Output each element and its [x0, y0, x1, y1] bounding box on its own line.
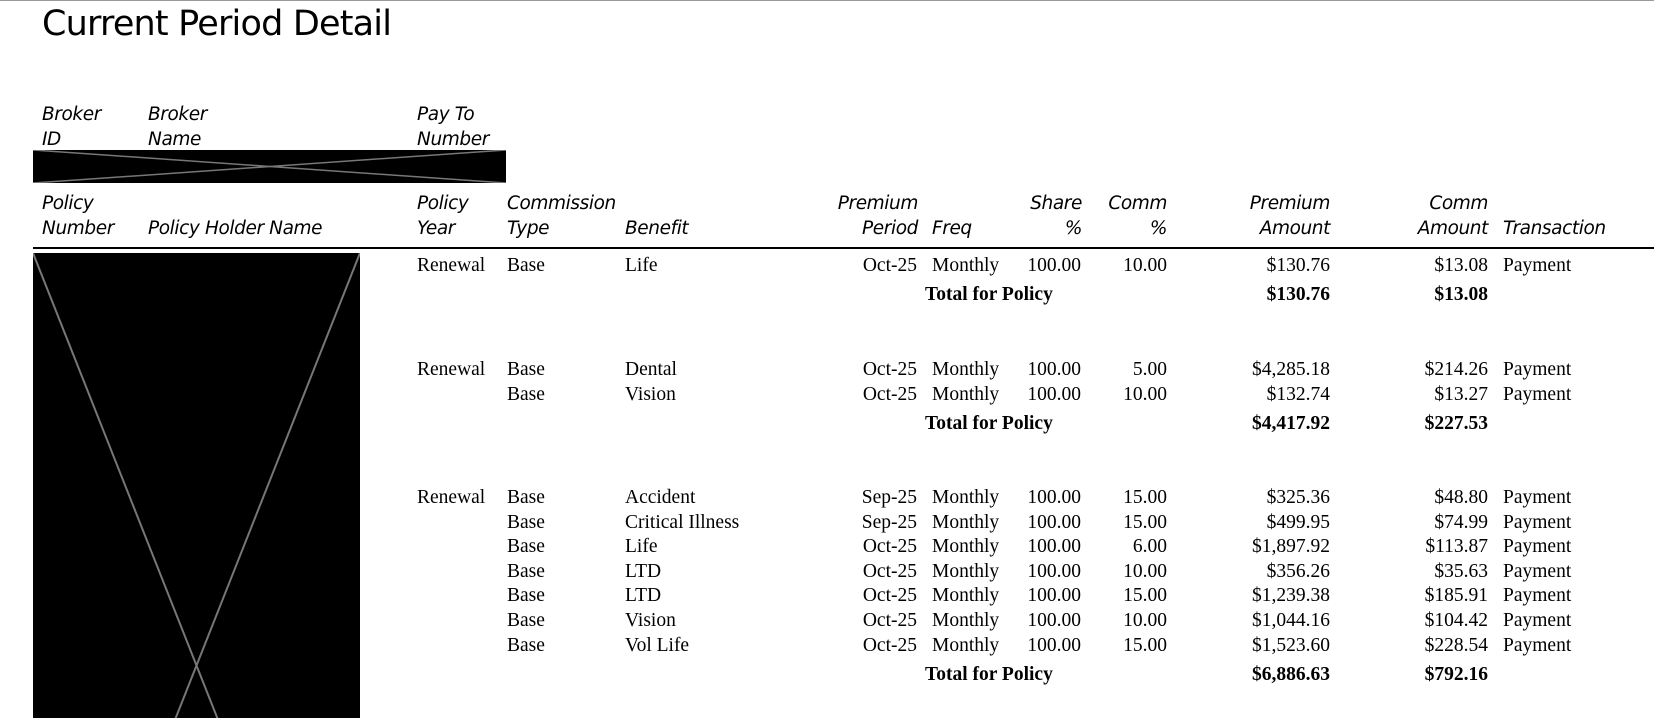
freq-cell: Monthly	[932, 487, 1000, 508]
premium-period-cell: Oct-25	[862, 536, 917, 558]
redacted-broker-info	[33, 150, 506, 183]
broker-id-header: Broker ID	[42, 104, 101, 150]
policy-year-cell: Renewal	[417, 487, 486, 508]
benefit-cell: LTD	[625, 560, 662, 582]
comm-pct-cell: 10.00	[1123, 255, 1167, 276]
comm-amount-cell: $74.99	[1434, 511, 1488, 533]
premium-amount-cell: $1,239.38	[1252, 585, 1330, 607]
total-for-policy-label: Total for Policy	[925, 284, 1053, 305]
comm-amount-cell: $185.91	[1424, 585, 1488, 607]
comm-amount-cell: $13.08	[1434, 255, 1488, 276]
total-premium-amount: $130.76	[1266, 284, 1330, 305]
col-header-transaction: Transaction	[1503, 218, 1606, 239]
share-pct-cell: 100.00	[1027, 634, 1081, 656]
premium-amount-cell: $356.26	[1266, 560, 1330, 582]
benefit-cell: Vision	[625, 383, 676, 405]
premium-period-cell: Oct-25	[862, 585, 917, 607]
redacted-policy-holders	[33, 253, 360, 718]
share-pct-cell: 100.00	[1027, 359, 1081, 380]
benefit-cell: Accident	[625, 487, 696, 508]
share-pct-cell: 100.00	[1027, 511, 1081, 533]
total-for-policy-label: Total for Policy	[925, 412, 1053, 434]
freq-cell: Monthly	[932, 383, 1000, 405]
total-premium-amount: $4,417.92	[1252, 412, 1330, 434]
premium-period-cell: Oct-25	[862, 560, 917, 582]
col-header-freq: Freq	[932, 218, 972, 239]
commission-type-cell: Base	[507, 255, 545, 276]
comm-pct-cell: 10.00	[1123, 383, 1167, 405]
transaction-cell: Payment	[1503, 511, 1572, 533]
share-pct-cell: 100.00	[1027, 560, 1081, 582]
premium-amount-cell: $130.76	[1266, 255, 1330, 276]
benefit-cell: Vol Life	[625, 634, 690, 656]
share-pct-cell: 100.00	[1027, 255, 1081, 276]
policy-year-cell: Renewal	[417, 255, 486, 276]
freq-cell: Monthly	[932, 255, 1000, 276]
commission-type-cell: Base	[507, 536, 545, 558]
policy-year-cell: Renewal	[417, 359, 486, 380]
comm-pct-cell: 6.00	[1132, 536, 1167, 558]
comm-amount-cell: $113.87	[1425, 536, 1488, 558]
page-title: Current Period Detail	[42, 4, 392, 44]
comm-pct-cell: 5.00	[1132, 359, 1167, 380]
freq-cell: Monthly	[932, 359, 1000, 380]
top-border	[0, 0, 1654, 1]
benefit-cell: Critical Illness	[625, 511, 740, 533]
freq-cell: Monthly	[932, 585, 1000, 607]
premium-amount-cell: $1,044.16	[1252, 610, 1330, 631]
transaction-cell: Payment	[1503, 560, 1572, 582]
transaction-cell: Payment	[1503, 585, 1572, 607]
col-header-premium-period: Premium Period	[837, 193, 918, 239]
total-premium-amount: $6,886.63	[1252, 663, 1330, 685]
comm-pct-cell: 15.00	[1123, 487, 1167, 508]
col-header-policy-number: Policy Number	[42, 193, 114, 239]
commission-type-cell: Base	[507, 610, 545, 631]
premium-period-cell: Oct-25	[862, 610, 917, 631]
header-rule	[33, 247, 1654, 249]
freq-cell: Monthly	[932, 560, 1000, 582]
total-comm-amount: $13.08	[1434, 284, 1488, 305]
col-header-benefit: Benefit	[625, 218, 689, 239]
commission-type-cell: Base	[507, 359, 545, 380]
comm-amount-cell: $13.27	[1434, 383, 1488, 405]
freq-cell: Monthly	[932, 634, 1000, 656]
broker-name-header: Broker Name	[148, 104, 207, 150]
commission-type-cell: Base	[507, 560, 545, 582]
col-header-commission-type: Commission Type	[507, 193, 616, 239]
benefit-cell: Vision	[625, 610, 676, 631]
col-header-share-pct: Share %	[1030, 193, 1082, 239]
comm-amount-cell: $104.42	[1424, 610, 1488, 631]
premium-amount-cell: $1,897.92	[1252, 536, 1330, 558]
transaction-cell: Payment	[1503, 536, 1572, 558]
benefit-cell: LTD	[625, 585, 662, 607]
comm-pct-cell: 15.00	[1123, 511, 1167, 533]
comm-amount-cell: $214.26	[1424, 359, 1488, 380]
col-header-policy-year: Policy Year	[417, 193, 469, 239]
commission-type-cell: Base	[507, 585, 545, 607]
benefit-cell: Dental	[625, 359, 677, 380]
share-pct-cell: 100.00	[1027, 585, 1081, 607]
benefit-cell: Life	[625, 536, 658, 558]
total-comm-amount: $227.53	[1424, 412, 1488, 434]
comm-pct-cell: 15.00	[1123, 585, 1167, 607]
premium-amount-cell: $1,523.60	[1252, 634, 1330, 656]
total-for-policy-label: Total for Policy	[925, 663, 1053, 685]
premium-amount-cell: $499.95	[1266, 511, 1330, 533]
transaction-cell: Payment	[1503, 255, 1572, 276]
commission-type-cell: Base	[507, 511, 545, 533]
total-comm-amount: $792.16	[1424, 663, 1488, 685]
comm-pct-cell: 10.00	[1123, 560, 1167, 582]
share-pct-cell: 100.00	[1027, 610, 1081, 631]
premium-period-cell: Sep-25	[861, 511, 917, 533]
commission-type-cell: Base	[507, 634, 545, 656]
transaction-cell: Payment	[1503, 383, 1572, 405]
premium-period-cell: Oct-25	[862, 383, 917, 405]
col-header-policy-holder-name: Policy Holder Name	[148, 218, 323, 239]
commission-type-cell: Base	[507, 383, 545, 405]
benefit-cell: Life	[625, 255, 658, 276]
comm-amount-cell: $35.63	[1434, 560, 1488, 582]
premium-period-cell: Oct-25	[862, 634, 917, 656]
premium-period-cell: Oct-25	[862, 255, 917, 276]
col-header-comm-pct: Comm %	[1108, 193, 1167, 239]
comm-pct-cell: 10.00	[1123, 610, 1167, 631]
transaction-cell: Payment	[1503, 634, 1572, 656]
transaction-cell: Payment	[1503, 610, 1572, 631]
freq-cell: Monthly	[932, 536, 1000, 558]
share-pct-cell: 100.00	[1027, 487, 1081, 508]
freq-cell: Monthly	[932, 610, 1000, 631]
transaction-cell: Payment	[1503, 359, 1572, 380]
premium-period-cell: Oct-25	[862, 359, 917, 380]
premium-amount-cell: $132.74	[1266, 383, 1330, 405]
premium-period-cell: Sep-25	[861, 487, 917, 508]
transaction-cell: Payment	[1503, 487, 1572, 508]
freq-cell: Monthly	[932, 511, 1000, 533]
pay-to-number-header: Pay To Number	[417, 104, 489, 150]
comm-amount-cell: $48.80	[1434, 487, 1488, 508]
commission-type-cell: Base	[507, 487, 545, 508]
share-pct-cell: 100.00	[1027, 383, 1081, 405]
col-header-comm-amount: Comm Amount	[1417, 193, 1488, 239]
comm-amount-cell: $228.54	[1424, 634, 1488, 656]
share-pct-cell: 100.00	[1027, 536, 1081, 558]
premium-amount-cell: $325.36	[1266, 487, 1330, 508]
col-header-premium-amount: Premium Amount	[1249, 193, 1330, 239]
comm-pct-cell: 15.00	[1123, 634, 1167, 656]
premium-amount-cell: $4,285.18	[1252, 359, 1330, 380]
